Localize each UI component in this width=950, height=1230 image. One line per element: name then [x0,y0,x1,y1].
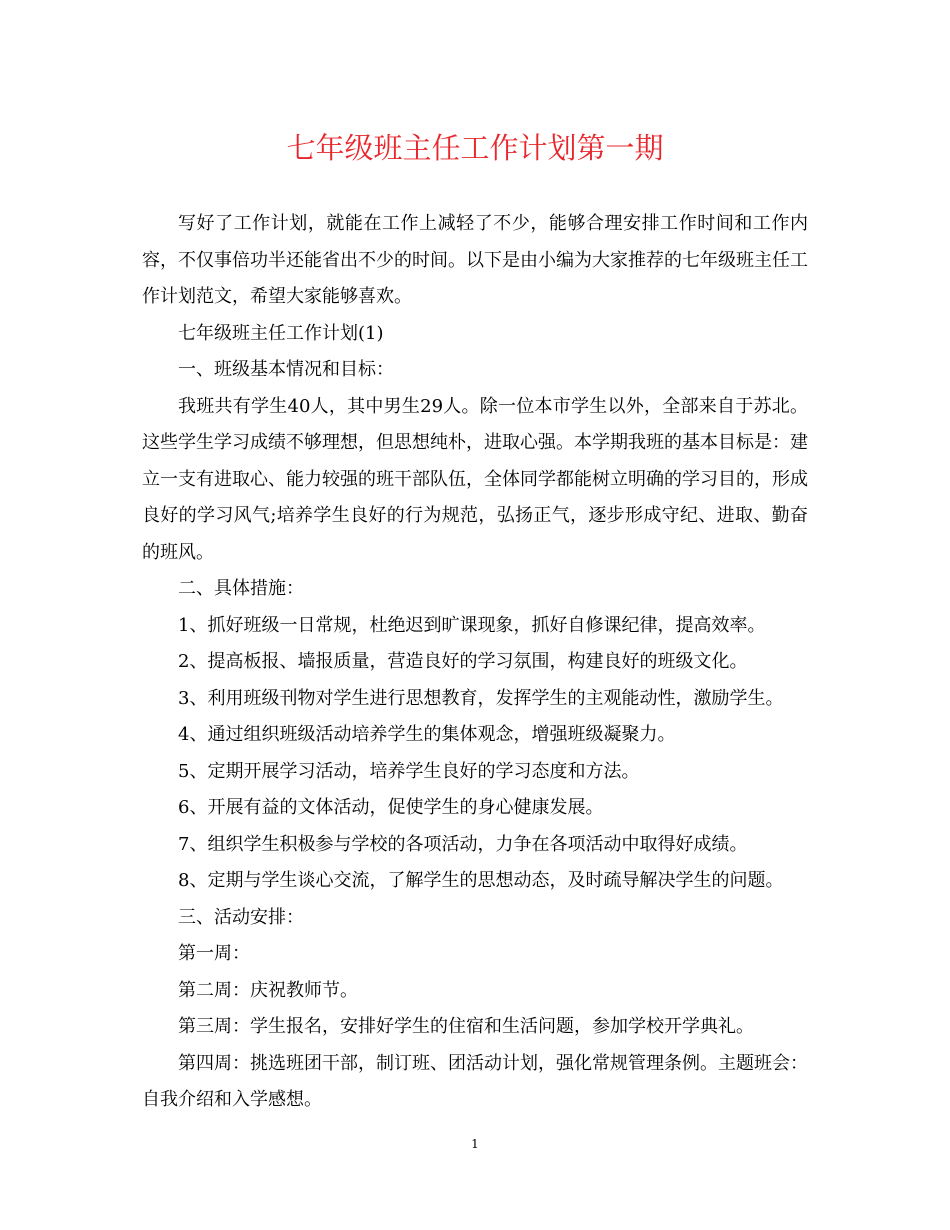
week-item: 第四周：挑选班团干部，制订班、团活动计划，强化常规管理条例。主题班会：自我介绍和入学感想。 [142,1052,808,1110]
measure-item: 6、开展有益的文体活动，促使学生的身心健康发展。 [178,797,604,818]
section-heading-measures: 二、具体措施： [178,578,304,599]
week-item: 第二周：庆祝教师节。 [178,979,358,1001]
measure-item: 4、通过组织班级活动培养学生的集体观念，增强班级凝聚力。 [178,724,676,745]
week-item: 第三周：学生报名，安排好学生的住宿和生活问题，参加学校开学典礼。 [178,1016,754,1037]
document-body [142,206,808,1119]
section-heading-plan-1: 七年级班主任工作计划(1) [178,322,384,344]
intro-paragraph: 写好了工作计划，就能在工作上减轻了不少，能够合理安排工作时间和工作内容，不仅事倍功半还能省出不少的时间。以下是由小编为大家推荐的七年级班主任工作计划范文，希望大家能够喜欢。 [142,213,808,307]
measure-item: 3、利用班级刊物对学生进行思想教育，发挥学生的主观能动性，激励学生。 [178,687,784,709]
page-number: 1 [471,1137,479,1151]
document-title: 七年级班主任工作计划第一期 [286,131,664,165]
section-heading-basic-info: 一、班级基本情况和目标： [178,359,394,380]
class-info-paragraph: 我班共有学生40人，其中男生29人。除一位本市学生以外，全部来自于苏北。这些学生学习成绩不够理想，但思想纯朴，进取心强。本学期我班的基本目标是：建立一支有进取心、能力较强的班干部队伍，全体同学都能树立明确的学习目的，形成良好的学习风气;培养学生良好的行为规范，弘扬正气，逐步形成守纪、进取、勤奋的班风。 [142,395,808,563]
section-heading-activities: 三、活动安排： [178,906,304,928]
week-item: 第一周： [178,943,250,964]
measure-item: 2、提高板报、墙报质量，营造良好的学习氛围，构建良好的班级文化。 [178,651,748,672]
measure-item: 5、定期开展学习活动，培养学生良好的学习态度和方法。 [178,760,640,782]
measure-item: 8、定期与学生谈心交流，了解学生的思想动态，及时疏导解决学生的问题。 [178,870,784,891]
measure-item: 1、抓好班级一日常规，杜绝迟到旷课现象，抓好自修课纪律，提高效率。 [178,614,766,636]
measure-item: 7、组织学生积极参与学校的各项活动，力争在各项活动中取得好成绩。 [178,833,748,855]
